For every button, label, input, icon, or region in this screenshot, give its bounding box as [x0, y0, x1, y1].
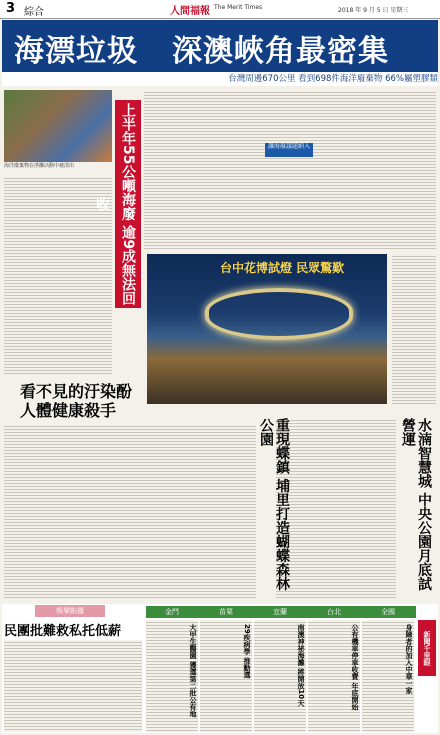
brief-title-1: 大甲生醫園 獲選第二批公有地 — [189, 624, 197, 718]
tab-region-5: 全國 — [381, 608, 395, 616]
headline-line-2: 人體健康殺手 — [20, 401, 117, 420]
blue-subhead: 讓海廢議題納入 — [265, 143, 313, 157]
article-text-right — [276, 418, 396, 600]
region-tab-bar — [146, 606, 416, 618]
news-radar-box: 新聞千里眼 — [418, 620, 436, 676]
pink-tag: 娛樂點播 — [35, 605, 105, 617]
page-number: 3 — [6, 1, 16, 16]
headline-pollution — [20, 382, 132, 420]
feature-vertical-title: 上半年55公噸海廢 逾9成無法回收 — [115, 100, 141, 308]
banner-title-right: 深澳峽角最密集 — [172, 34, 389, 69]
newspaper-logo: 人間福報 — [170, 6, 210, 17]
brief-title-3: 南澳神祕海灘 將開放10天 — [297, 624, 305, 707]
newspaper-logo-en: The Merit Times — [214, 4, 263, 11]
banner-subtitle: 台灣周邊670公里 看到698件海洋廢棄物 66%屬塑膠類 — [2, 72, 438, 86]
bottom-headline: 民團批難救私托低薪 — [4, 624, 122, 639]
expo-building-ring — [205, 288, 353, 340]
tab-region-3: 宜蘭 — [273, 608, 287, 616]
banner-title-left: 海漂垃圾 — [14, 34, 138, 69]
tab-region-4: 台北 — [327, 608, 341, 616]
headline-butterfly: 重現蝶鎮 埔里打造蝴蝶森林公園 — [258, 418, 290, 591]
headline-line-1: 看不見的汙染酚 — [20, 382, 133, 401]
headline-smart-city: 水湳智慧城 中央公園月底試營運 — [400, 418, 432, 591]
article-text-middle — [4, 424, 256, 600]
beach-cleanup-photo — [4, 90, 112, 162]
bottom-text-left — [4, 640, 142, 732]
tab-region-2: 苗栗 — [219, 608, 233, 616]
brief-title-2: 29疾病學 推動選 — [243, 624, 251, 679]
article-text-side — [392, 254, 436, 404]
tab-region-1: 金門 — [165, 608, 179, 616]
issue-date: 2018 年 9 月 5 日 星期三 — [338, 7, 409, 14]
photo-headline: 台中花博試燈 民眾驚歎 — [220, 261, 345, 275]
brief-title-5: 身障者的加入中華一家 — [405, 624, 413, 694]
article-text-top — [144, 90, 436, 250]
section-label: 綜合 — [24, 7, 44, 18]
photo-caption: 海洋廢棄物在淨灘活動中被清出 — [4, 163, 75, 169]
brief-title-4: 公有機車停車收費 年底開始 — [351, 624, 359, 711]
